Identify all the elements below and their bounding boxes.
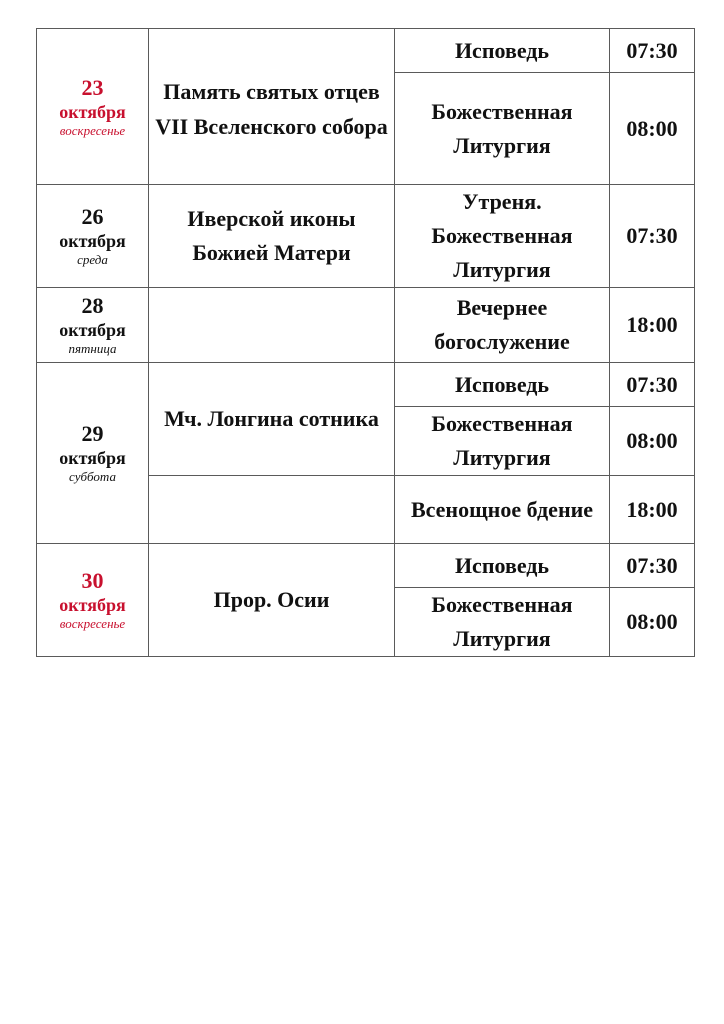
- date-weekday: воскресенье: [59, 122, 126, 138]
- service-time: 08:00: [610, 73, 695, 185]
- feast-cell: Память святых отцев VII Вселенского собора: [149, 29, 395, 185]
- date-weekday: пятница: [68, 341, 117, 356]
- service-time: 07:30: [610, 29, 695, 73]
- date-month: октября: [59, 448, 126, 468]
- date-number: 26: [81, 204, 104, 229]
- service-name: Исповедь: [395, 544, 610, 588]
- date-month: октября: [59, 231, 126, 251]
- service-name: Божественная Литургия: [395, 407, 610, 476]
- date-cell: [37, 288, 149, 363]
- schedule-row: [37, 185, 695, 288]
- schedule-row: [37, 288, 695, 363]
- service-name: Утреня. Божественная Литургия: [395, 185, 610, 288]
- feast-cell: Мч. Лонгина сотника: [149, 363, 395, 476]
- service-name: Всенощное бдение: [395, 476, 610, 544]
- date-month: октября: [59, 101, 126, 122]
- date-cell: [37, 29, 149, 185]
- service-time: 07:30: [610, 544, 695, 588]
- service-time: 18:00: [610, 288, 695, 363]
- date-number: 28: [81, 293, 104, 318]
- service-name: Вечернее богослужение: [395, 288, 610, 363]
- schedule-row: [37, 544, 695, 588]
- date-cell: [37, 544, 149, 657]
- feast-cell: Иверской иконы Божией Матери: [149, 185, 395, 288]
- date-weekday: воскресенье: [59, 616, 126, 631]
- service-time: 07:30: [610, 185, 695, 288]
- service-name: Божественная Литургия: [395, 73, 610, 185]
- service-schedule-table: [36, 28, 695, 657]
- date-weekday: суббота: [69, 469, 116, 484]
- date-cell: [37, 185, 149, 288]
- date-number: 23: [81, 74, 104, 100]
- date-month: октября: [59, 595, 126, 615]
- service-name: Божественная Литургия: [395, 588, 610, 657]
- schedule-row: [37, 29, 695, 73]
- service-name: Исповедь: [395, 363, 610, 407]
- feast-cell: [149, 288, 395, 363]
- service-time: 18:00: [610, 476, 695, 544]
- date-month: октября: [59, 320, 126, 340]
- date-number: 29: [81, 421, 104, 446]
- service-time: 08:00: [610, 407, 695, 476]
- schedule-row: [37, 363, 695, 407]
- date-cell: [37, 363, 149, 544]
- feast-cell: [149, 476, 395, 544]
- service-time: 08:00: [610, 588, 695, 657]
- feast-cell: Прор. Осии: [149, 544, 395, 657]
- service-name: Исповедь: [395, 29, 610, 73]
- service-time: 07:30: [610, 363, 695, 407]
- date-number: 30: [81, 568, 104, 593]
- date-weekday: среда: [77, 252, 108, 267]
